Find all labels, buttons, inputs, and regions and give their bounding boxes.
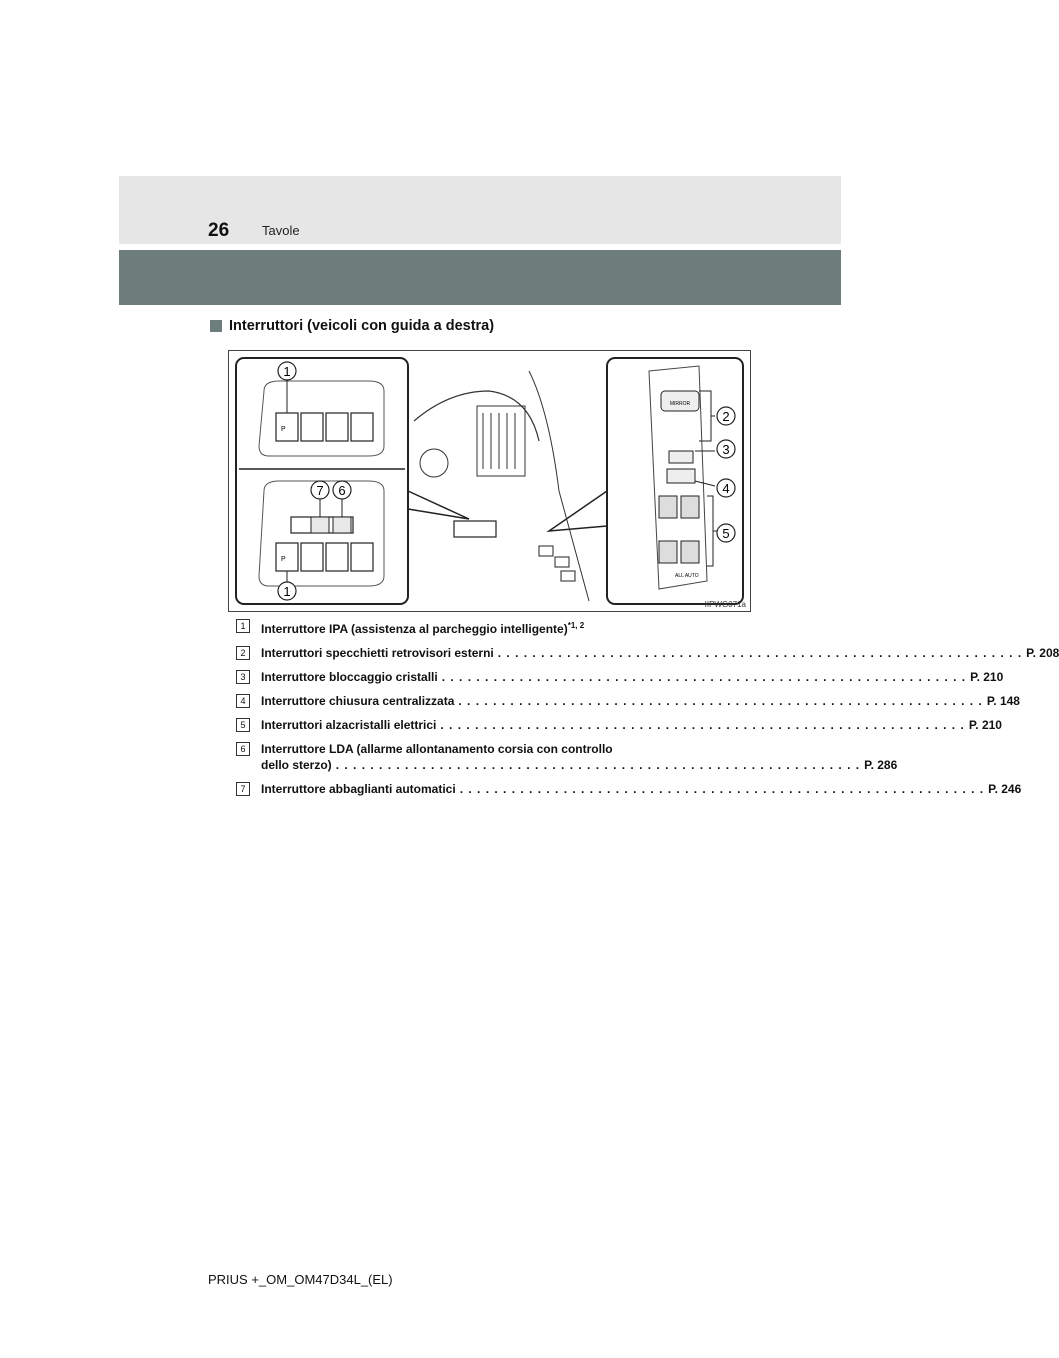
item-page-link[interactable]: P. 210	[968, 718, 1002, 732]
air-vent	[477, 406, 525, 476]
figure-code: IIPWG071a	[704, 600, 746, 609]
door-lock-switch	[667, 469, 695, 483]
ipa-symbol-top: P	[281, 426, 286, 433]
callout-text: 3	[722, 442, 730, 457]
callout-text: 1	[283, 584, 291, 599]
auto-high-beam-switch	[311, 517, 329, 533]
leader-dots	[336, 757, 860, 773]
list-item	[236, 645, 1059, 661]
document-footer: PRIUS +_OM_OM47D34L_(EL)	[208, 1272, 393, 1287]
leader-dots	[460, 781, 984, 797]
item-label: Interruttore bloccaggio cristalli	[261, 670, 438, 684]
steering-hub	[420, 449, 448, 477]
item-page-link[interactable]: P. 148	[986, 694, 1020, 708]
item-page-link[interactable]: P. 208	[1026, 646, 1059, 660]
callout-text: 1	[283, 364, 291, 379]
section-square-icon	[210, 320, 222, 332]
item-page-link[interactable]: P. 286	[864, 758, 898, 772]
window-lock-switch	[669, 451, 693, 463]
callout-text: 5	[722, 526, 730, 541]
title-band	[119, 250, 841, 305]
mirror-label: MIRROR	[669, 401, 691, 407]
list-item	[236, 669, 1004, 685]
item-number: 6	[236, 742, 250, 756]
item-number: 7	[236, 782, 250, 796]
item-label: Interruttori specchietti retrovisori esterni	[261, 646, 494, 660]
power-window-switch	[681, 496, 699, 518]
item-number: 4	[236, 694, 250, 708]
dash-switch-row	[454, 521, 496, 537]
item-label: Interruttore abbaglianti automatici	[261, 782, 456, 796]
item-label: Interruttore chiusura centralizzata	[261, 694, 455, 708]
page-number: 26	[208, 220, 230, 241]
leader-dots	[440, 717, 964, 733]
section-heading	[210, 318, 494, 334]
callout-text: 6	[338, 483, 346, 498]
section-title: Interruttori (veicoli con guida a destra)	[229, 318, 495, 334]
callout-text: 4	[722, 481, 730, 496]
item-label: dello sterzo)	[261, 758, 332, 772]
item-number: 2	[236, 646, 250, 660]
leader-dots	[442, 669, 966, 685]
item-footnote-ref: *1, 2	[567, 621, 585, 630]
item-number: 1	[236, 619, 250, 633]
leader-dots	[498, 645, 1022, 661]
item-page-link[interactable]: P. 246	[988, 782, 1022, 796]
item-page-link[interactable]: P. 210	[970, 670, 1004, 684]
list-item	[236, 618, 726, 637]
callout-text: 2	[722, 409, 730, 424]
leader-dots	[458, 693, 982, 709]
list-item	[236, 781, 1022, 797]
list-item	[236, 741, 898, 773]
callout-text: 7	[316, 483, 324, 498]
item-number: 3	[236, 670, 250, 684]
switch-illustration	[228, 350, 751, 612]
list-item	[236, 693, 1020, 709]
chapter-title: Tavole	[262, 223, 300, 238]
list-item	[236, 717, 1002, 733]
item-label: Interruttore IPA (assistenza al parcheggio intelligente)	[261, 622, 568, 636]
item-label-line1: Interruttore LDA (allarme allontanamento corsia con controllo	[261, 742, 613, 756]
item-label: Interruttori alzacristalli elettrici	[261, 718, 437, 732]
power-window-switch	[659, 496, 677, 518]
switch-list	[236, 618, 1059, 805]
power-window-switch	[659, 541, 677, 563]
item-number: 5	[236, 718, 250, 732]
power-window-switch	[681, 541, 699, 563]
lda-switch	[333, 517, 351, 533]
ipa-symbol-bottom: P	[281, 556, 286, 563]
all-auto-label: ALL AUTO	[675, 573, 699, 579]
switch-illustration-svg	[229, 351, 750, 611]
